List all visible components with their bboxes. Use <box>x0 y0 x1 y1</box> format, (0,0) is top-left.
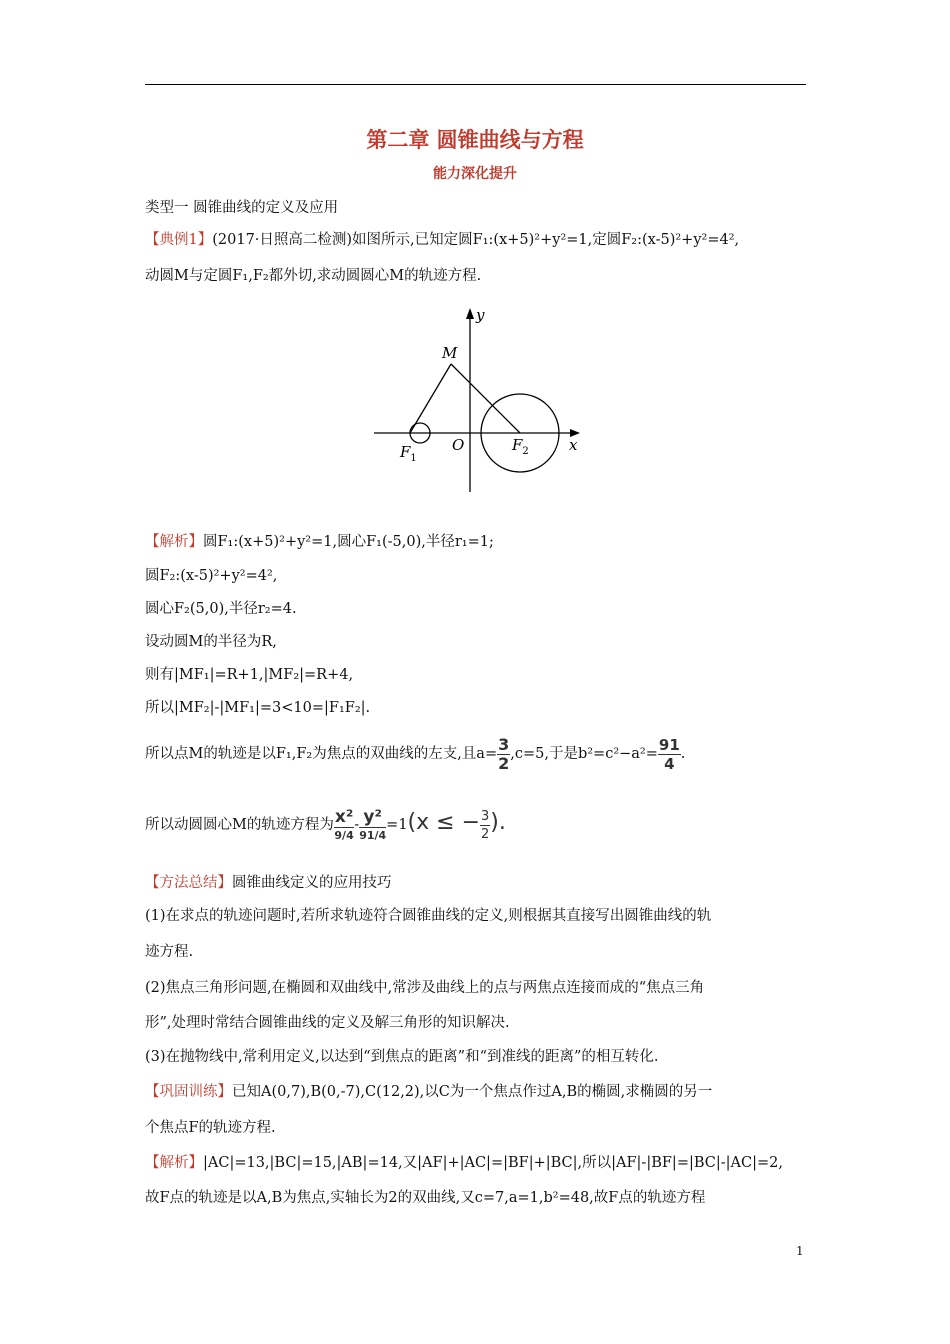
solution-line-5: 则有|MF₁|=R+1,|MF₂|=R+4, <box>145 667 354 683</box>
example-line-2: 动圆M与定圆F₁,F₂都外切,求动圆圆心M的轨迹方程. <box>145 268 482 284</box>
practice-line-1 <box>145 1082 712 1102</box>
fraction-x2-den: 9/4 <box>334 828 354 842</box>
practice-solution-line-2: 故F点的轨迹是以A,B为焦点,实轴长为2的双曲线,又c=7,a=1,b²=48,故F点的轨迹方程 <box>145 1190 706 1206</box>
example-line-1 <box>145 230 739 250</box>
method-p1a: (1)在求点的轨迹问题时,若所求轨迹符合圆锥曲线的定义,则根据其直接写出圆锥曲线的轨 <box>145 908 712 924</box>
fraction-cond <box>480 808 490 843</box>
fraction-y2-num: y² <box>359 807 386 828</box>
fraction-cond-num: 3 <box>481 808 490 824</box>
chapter-title: 第二章 圆锥曲线与方程 <box>366 127 584 152</box>
solution-line-6: 所以|MF₂|-|MF₁|=3<10=|F₁F₂|. <box>145 700 371 716</box>
practice-tag: 【巩固训练】 <box>145 1084 232 1100</box>
practice-solution-text-1: |AC|=13,|BC|=15,|AB|=14,又|AF|+|AC|=|BF|+|BC|,所以|AF|-|BF|=|BC|-|AC|=2, <box>203 1155 783 1171</box>
condition-close: ). <box>490 810 506 835</box>
fraction-y2-den: 91/4 <box>359 828 387 842</box>
solution-line-4: 设动圆M的半径为R, <box>145 634 277 650</box>
solution-text-7a: 所以点M的轨迹是以F₁,F₂为焦点的双曲线的左支,且a= <box>145 746 498 762</box>
solution-text-7b: ,c=5,于是b²=c²−a²= <box>510 746 658 762</box>
minus-sign: - <box>354 817 360 833</box>
fraction-a <box>497 736 510 773</box>
fraction-cond-den: 2 <box>481 826 490 842</box>
practice-solution-tag: 【解析】 <box>145 1155 203 1171</box>
type-heading: 类型一 圆锥曲线的定义及应用 <box>145 200 339 216</box>
fraction-b2-num: 91 <box>658 735 680 754</box>
label-o: O <box>452 436 465 454</box>
segment-m-f1 <box>410 364 451 433</box>
solution-line-2: 圆F₂:(x-5)²+y²=4², <box>145 568 278 584</box>
equals-one: =1 <box>386 817 408 833</box>
fraction-y2 <box>359 807 386 844</box>
solution-line-8 <box>145 795 506 853</box>
label-f1: $F_1$ <box>400 443 417 464</box>
y-axis-arrow-icon <box>466 308 474 319</box>
label-m: M <box>442 344 458 362</box>
method-heading <box>145 873 392 893</box>
example-text-1: (2017·日照高二检测)如图所示,已知定圆F₁:(x+5)²+y²=1,定圆F₂:(x-5)²+y²=4², <box>212 232 740 248</box>
header-rule <box>145 84 806 85</box>
method-p1b: 迹方程. <box>145 944 194 960</box>
method-tag: 【方法总结】 <box>145 875 232 891</box>
fraction-b2 <box>658 736 681 773</box>
fraction-x2 <box>334 807 354 844</box>
method-title: 圆锥曲线定义的应用技巧 <box>232 875 392 891</box>
practice-text-1: 已知A(0,7),B(0,-7),C(12,2),以C为一个焦点作过A,B的椭圆,求椭圆的另一 <box>232 1084 713 1100</box>
solution-line-3: 圆心F₂(5,0),半径r₂=4. <box>145 601 297 617</box>
circles-figure <box>370 300 590 500</box>
solution-text-1: 圆F₁:(x+5)²+y²=1,圆心F₁(-5,0),半径r₁=1; <box>203 534 494 550</box>
method-p3: (3)在抛物线中,常利用定义,以达到“到焦点的距离”和“到准线的距离”的相互转化. <box>145 1049 659 1065</box>
solution-text-8a: 所以动圆圆心M的轨迹方程为 <box>145 817 334 833</box>
fraction-x2-num: x² <box>334 806 354 827</box>
page-number: 1 <box>796 1244 804 1258</box>
practice-line-2: 个焦点F的轨迹方程. <box>145 1120 276 1136</box>
fraction-b2-den: 4 <box>664 754 675 773</box>
solution-text-7c: . <box>680 746 686 762</box>
solution-tag: 【解析】 <box>145 534 203 550</box>
method-p2a: (2)焦点三角形问题,在椭圆和双曲线中,常涉及曲线上的点与两焦点连接而成的“焦点三角 <box>145 980 705 996</box>
label-x: x <box>569 436 578 454</box>
example-tag: 【典例1】 <box>145 232 213 248</box>
condition: (x ≤ − <box>407 810 481 835</box>
fraction-a-den: 2 <box>498 753 510 773</box>
solution-line-1 <box>145 532 494 552</box>
label-f2: $F_2$ <box>512 436 529 457</box>
label-y: y <box>476 306 485 324</box>
method-p2b: 形”,处理时常结合圆锥曲线的定义及解三角形的知识解决. <box>145 1015 510 1031</box>
practice-solution-line-1 <box>145 1153 783 1173</box>
segment-m-f2 <box>451 364 520 433</box>
solution-line-7 <box>145 734 685 774</box>
section-title: 能力深化提升 <box>433 166 517 182</box>
fraction-a-num: 3 <box>498 734 510 754</box>
